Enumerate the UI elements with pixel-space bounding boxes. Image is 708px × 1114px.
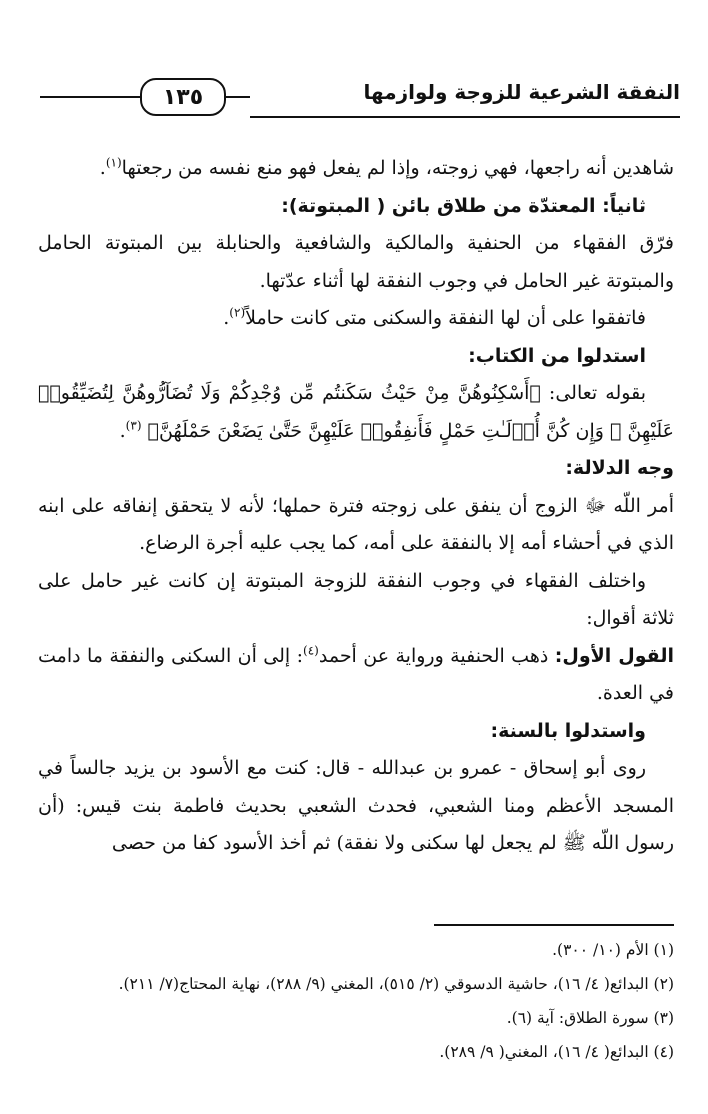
page-header xyxy=(40,76,680,126)
paragraph: فرّق الفقهاء من الحنفية والمالكية والشافعية والحنابلة بين المبتوتة الحامل والمبتوتة غير الحامل في وجوب النفقة لها أثناء عدّتها. xyxy=(38,232,674,292)
footnote-ref: (٢) xyxy=(229,305,246,320)
opinion-label: القول الأول: xyxy=(554,644,674,667)
footnote-ref: (١) xyxy=(105,155,122,170)
footnote: (٢) البدائع( ٤/ ١٦)، حاشية الدسوقي (٢/ ٥١٥)، المغني (٩/ ٢٨٨)، نهاية المحتاج(٧/ ٢١١). xyxy=(118,975,674,993)
ornament-rule-left xyxy=(40,96,140,98)
footnote-ref: (٣) xyxy=(125,418,142,433)
ornament-rule-right xyxy=(226,96,250,98)
footnote-separator xyxy=(434,924,674,926)
paragraph: واختلف الفقهاء في وجوب النفقة للزوجة المبتوتة إن كانت غير حامل على ثلاثة أقوال: xyxy=(38,569,674,629)
section-heading: واستدلوا بالسنة: xyxy=(490,719,646,742)
footnote: (٣) سورة الطلاق: آية (٦). xyxy=(506,1009,674,1027)
running-title: النفقة الشرعية للزوجة ولوازمها xyxy=(363,80,680,104)
section-heading: وجه الدلالة: xyxy=(565,457,674,479)
section-heading: ثانياً: المعتدّة من طلاق بائن ( المبتوتة): xyxy=(281,194,646,217)
footnote-ref: (٤) xyxy=(303,643,319,658)
page-number-ornament xyxy=(40,76,250,120)
paragraph: شاهدين أنه راجعها، فهي زوجته، وإذا لم يفعل فهو منع نفسه من رجعتها$^{(١)}$. xyxy=(99,155,674,179)
footnote: (٤) البدائع( ٤/ ١٦)، المغني( ٩/ ٢٨٩). xyxy=(439,1043,674,1061)
paragraph: فاتفقوا على أن لها النفقة والسكنى متى كانت حاملاً$^{(٢)}$. xyxy=(223,305,646,329)
paragraph: القول الأول: ذهب الحنفية ورواية عن أحمد$^{(٤)}$: إلى أن السكنى والنفقة ما دامت في العدة. xyxy=(38,643,674,704)
section-heading: استدلوا من الكتاب: xyxy=(468,344,646,367)
body-text xyxy=(38,150,674,863)
footnote: (١) الأم (١٠/ ٣٠٠). xyxy=(552,941,674,959)
footnotes xyxy=(38,933,674,1069)
paragraph: أمر اللّه ﷻ الزوج أن ينفق على زوجته فترة حملها؛ لأنه لا يتحقق إنفاقه على ابنه الذي في أحشاء أمه إلا بالنفقة على أمه، كما يجب عليه أجرة الرضاع. xyxy=(38,494,674,554)
quran-verse: ﴿أَسْكِنُوهُنَّ مِنْ حَيْثُ سَكَنتُم مِّن وُجْدِكُمْ وَلَا تُضَآرُّوهُنَّ لِتُضَيِّقُوا۟ عَلَيْهِنَّ ۚ وَإِن كُنَّ أُو۟لَـٰتِ حَمْلٍ فَأَنفِقُوا۟ عَلَيْهِنَّ حَتَّىٰ يَضَعْنَ حَمْلَهُنَّ﴾ xyxy=(38,382,674,442)
page-number: ١٣٥ xyxy=(140,78,226,116)
quran-paragraph: بقوله تعالى: ﴿أَسْكِنُوهُنَّ مِنْ حَيْثُ سَكَنتُم مِّن وُجْدِكُمْ وَلَا تُضَآرُّوهُنَّ لِتُضَيِّقُوا۟ عَلَيْهِنَّ ۚ وَإِن كُنَّ أُو۟لَـٰتِ حَمْلٍ فَأَنفِقُوا۟ عَلَيْهِنَّ حَتَّىٰ يَضَعْنَ حَمْلَهُنَّ﴾ $^{(٣)}$. xyxy=(38,382,674,442)
paragraph: روى أبو إسحاق - عمرو بن عبدالله - قال: كنت مع الأسود بن يزيد جالساً في المسجد الأعظم ومنا الشعبي، فحدث الشعبي بحديث فاطمة بنت قيس: (أن رسول اللّه ﷺ لم يجعل لها سكنى ولا نفقة) ثم أخذ الأسود كفا من حصى xyxy=(38,757,674,854)
header-rule xyxy=(250,116,680,118)
